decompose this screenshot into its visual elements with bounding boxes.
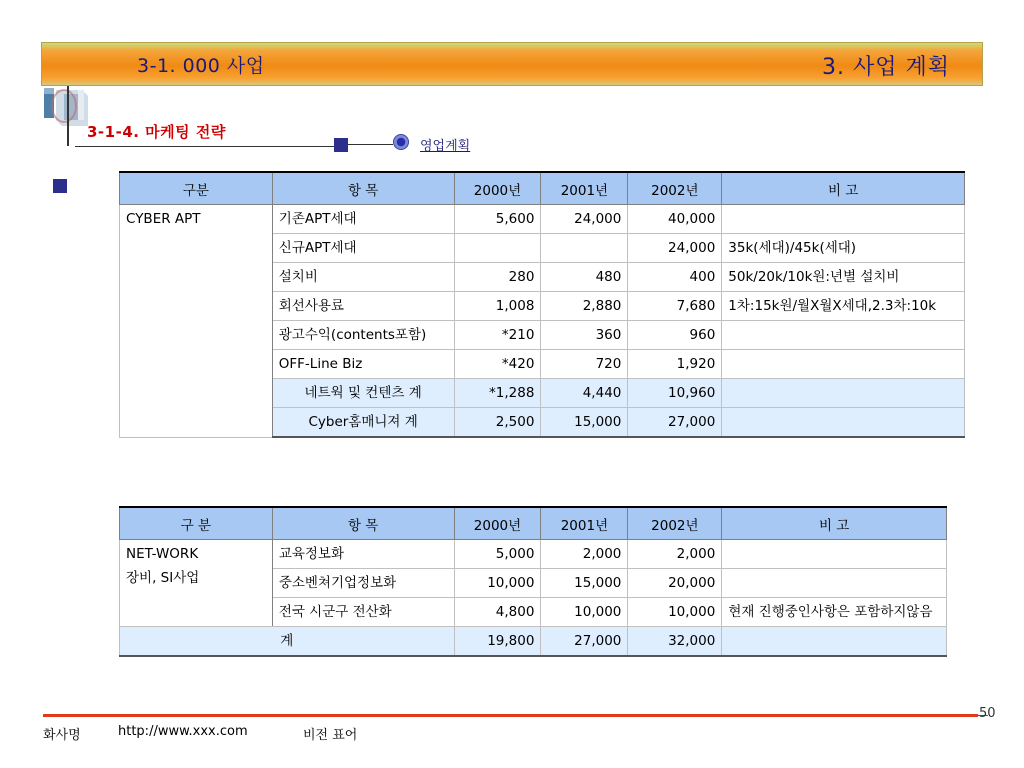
col-header: 2000년 xyxy=(454,507,541,540)
note-cell: 35k(세대)/45k(세대) xyxy=(722,234,965,263)
value-cell: 2,000 xyxy=(541,540,628,569)
value-cell: 2,880 xyxy=(541,292,628,321)
item-cell: OFF-Line Biz xyxy=(272,350,454,379)
value-cell xyxy=(454,234,541,263)
value-cell: 2,000 xyxy=(628,540,722,569)
note-cell xyxy=(722,321,965,350)
table-row xyxy=(120,540,947,569)
value-cell: 400 xyxy=(628,263,722,292)
value-cell: 10,000 xyxy=(628,598,722,627)
footer-rule xyxy=(43,714,978,717)
subsection-title: 3-1-4. 마케팅 전략 xyxy=(87,123,226,141)
value-cell: 10,960 xyxy=(628,379,722,408)
item-cell: 전국 시군구 전산화 xyxy=(272,598,454,627)
col-header: 항 목 xyxy=(272,172,454,205)
note-cell xyxy=(722,350,965,379)
item-cell: 광고수익(contents포함) xyxy=(272,321,454,350)
value-cell: 2,500 xyxy=(454,408,541,438)
value-cell: 480 xyxy=(541,263,628,292)
value-cell: 280 xyxy=(454,263,541,292)
value-cell: 15,000 xyxy=(541,569,628,598)
col-header: 구 분 xyxy=(120,507,273,540)
note-cell xyxy=(722,627,947,657)
col-header: 항 목 xyxy=(272,507,454,540)
value-cell: 10,000 xyxy=(454,569,541,598)
value-cell xyxy=(541,234,628,263)
note-cell xyxy=(722,408,965,438)
section-title: 3-1. 000 사업 xyxy=(137,55,265,77)
item-cell: 설치비 xyxy=(272,263,454,292)
note-cell xyxy=(722,379,965,408)
value-cell: 32,000 xyxy=(628,627,722,657)
col-header: 2000년 xyxy=(454,172,541,205)
value-cell: 24,000 xyxy=(628,234,722,263)
col-header: 비 고 xyxy=(722,507,947,540)
value-cell: 720 xyxy=(541,350,628,379)
col-header: 2002년 xyxy=(628,507,722,540)
item-cell: 중소벤쳐기업정보화 xyxy=(272,569,454,598)
value-cell: 7,680 xyxy=(628,292,722,321)
group-cell xyxy=(120,540,273,627)
value-cell: 19,800 xyxy=(454,627,541,657)
value-cell: 27,000 xyxy=(628,408,722,438)
table-header-row xyxy=(120,172,965,205)
subsection-underline xyxy=(75,146,335,147)
sales-plan-link[interactable]: 영업계획 xyxy=(420,139,471,154)
note-cell: 1차:15k원/월X월X세대,2.3차:10k xyxy=(722,292,965,321)
group-cell: CYBER APT xyxy=(120,205,273,438)
note-cell: 50k/20k/10k원:년별 설치비 xyxy=(722,263,965,292)
value-cell: 27,000 xyxy=(541,627,628,657)
item-cell: 신규APT세대 xyxy=(272,234,454,263)
value-cell: 20,000 xyxy=(628,569,722,598)
table-header-row xyxy=(120,507,947,540)
value-cell: *210 xyxy=(454,321,541,350)
col-header: 2001년 xyxy=(541,172,628,205)
square-bullet-icon xyxy=(334,138,348,152)
square-bullet-icon xyxy=(53,179,67,193)
subtotal-label: Cyber홈매니져 계 xyxy=(272,408,454,438)
note-cell xyxy=(722,569,947,598)
col-header: 구분 xyxy=(120,172,273,205)
company-url[interactable]: http://www.xxx.com xyxy=(118,724,248,739)
group-label-line1: NET-WORK xyxy=(126,546,199,562)
value-cell: 4,440 xyxy=(541,379,628,408)
col-header: 비 고 xyxy=(722,172,965,205)
value-cell: *420 xyxy=(454,350,541,379)
total-row xyxy=(120,627,947,657)
circle-bullet-icon xyxy=(393,134,409,150)
company-name: 화사명 xyxy=(43,728,81,743)
vision-slogan: 비전 표어 xyxy=(303,728,358,743)
value-cell: 1,008 xyxy=(454,292,541,321)
item-cell: 교육정보화 xyxy=(272,540,454,569)
col-header: 2001년 xyxy=(541,507,628,540)
cyber-apt-table xyxy=(119,171,965,438)
page-number: 50 xyxy=(979,706,996,721)
value-cell: 10,000 xyxy=(541,598,628,627)
value-cell: 5,600 xyxy=(454,205,541,234)
item-cell: 기존APT세대 xyxy=(272,205,454,234)
group-label-line2: 장비, SI사업 xyxy=(126,570,200,586)
value-cell: 360 xyxy=(541,321,628,350)
value-cell: 24,000 xyxy=(541,205,628,234)
note-cell xyxy=(722,205,965,234)
value-cell: *1,288 xyxy=(454,379,541,408)
value-cell: 5,000 xyxy=(454,540,541,569)
value-cell: 960 xyxy=(628,321,722,350)
connector-line xyxy=(348,144,393,145)
col-header: 2002년 xyxy=(628,172,722,205)
subtotal-label: 네트웍 및 컨텐츠 계 xyxy=(272,379,454,408)
note-cell: 현재 진행중인사항은 포함하지않음 xyxy=(722,598,947,627)
value-cell: 40,000 xyxy=(628,205,722,234)
vertical-divider xyxy=(67,86,69,146)
value-cell: 4,800 xyxy=(454,598,541,627)
value-cell: 1,920 xyxy=(628,350,722,379)
item-cell: 회선사용료 xyxy=(272,292,454,321)
note-cell xyxy=(722,540,947,569)
chapter-title: 3. 사업 계획 xyxy=(822,55,950,80)
header-bar xyxy=(41,42,983,86)
value-cell: 15,000 xyxy=(541,408,628,438)
table-row xyxy=(120,205,965,234)
total-label: 계 xyxy=(120,627,455,657)
network-si-table xyxy=(119,506,947,657)
